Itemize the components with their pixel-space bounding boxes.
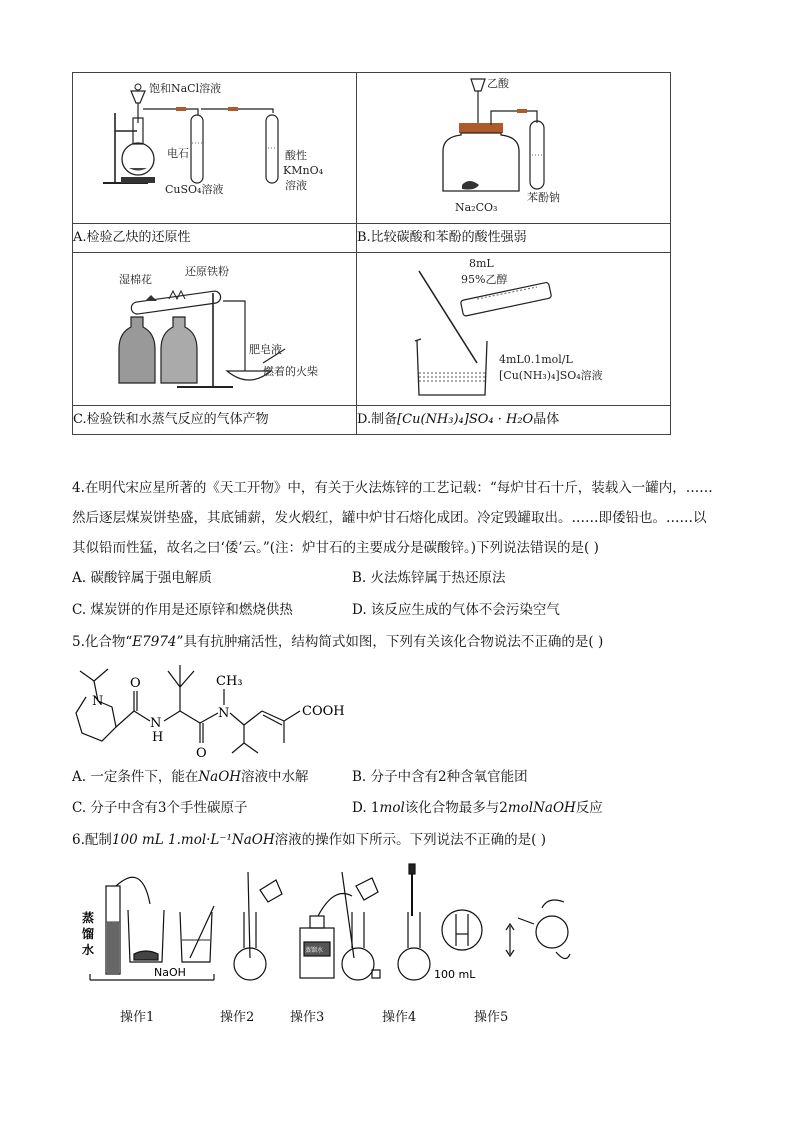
struct-o1: O [130, 676, 141, 691]
iron-steam-apparatus-figure [73, 253, 356, 405]
cell-d-figure [357, 253, 671, 406]
q5-stem-suffix: ”具有抗肿痛活性，结构简式如图，下列有关该化合物说法不正确的是( ) [176, 634, 604, 650]
label-acidic: 酸性 [285, 149, 307, 162]
label-soap-solution: 肥皂液 [249, 343, 282, 356]
q5-option-d [352, 798, 603, 818]
q5-opt-a-prefix: A. 一定条件下，能在 [72, 769, 199, 785]
cell-b-figure [357, 73, 671, 224]
q5-option-b: B. 分子中含有2种含氧官能团 [352, 769, 528, 785]
acetylene-apparatus-figure [73, 73, 356, 223]
cell-a-figure [73, 73, 357, 224]
cell-c-caption: C.检验铁和水蒸气反应的气体产物 [73, 406, 357, 435]
q4-option-a: A. 碳酸锌属于强电解质 [72, 570, 212, 586]
op-label-5: 操作5 [474, 1010, 509, 1025]
fig-label-shui: 水 [82, 943, 95, 957]
q4-option-b: B. 火法炼锌属于热还原法 [352, 570, 506, 586]
fig-label-bottle: 蒸馏水 [305, 947, 324, 954]
op-label-4: 操作4 [382, 1010, 417, 1025]
q4-line2: 然后逐层煤炭饼垫盛，其底铺薪，发火煅红，罐中炉甘石熔化成团。冷定毁罐取出。……即倭铅也。……以 [72, 510, 707, 526]
q5-option-a [72, 767, 309, 787]
label-acetic-acid: 乙酸 [487, 77, 509, 90]
fig-label-naoh: NaOH [154, 966, 186, 979]
label-solution: 溶液 [285, 179, 307, 192]
label-na2co3: Na₂CO₃ [455, 201, 498, 214]
apparatus-table [72, 72, 671, 435]
struct-o2: O [196, 746, 207, 760]
struct-n3: N [218, 706, 230, 721]
q5-opt-d-unit1: mol [379, 800, 405, 816]
q5-opt-d-unit2: molNaOH [507, 800, 576, 816]
label-kmno4: KMnO₄ [283, 164, 323, 177]
struct-h: H [152, 730, 164, 745]
fig-label-zheng: 蒸 [82, 911, 95, 925]
cell-a-caption: A.检验乙炔的还原性 [73, 224, 357, 253]
q4-line1: 4.在明代宋应星所著的《天工开物》中，有关于火法炼锌的工艺记载：“每炉甘石十斤，装载入一罐内，…… [72, 480, 713, 496]
label-complex-solution: [Cu(NH₃)₄]SO₄溶液 [499, 369, 603, 382]
q4-line3: 其似铅而性猛，故名之曰‘倭’云。”(注：炉甘石的主要成分是碳酸锌。)下列说法错误的是( ) [72, 540, 599, 556]
q4-option-d: D. 该反应生成的气体不会污染空气 [352, 602, 560, 618]
label-cuso4: CuSO₄溶液 [165, 183, 224, 196]
cell-b-caption: B.比较碳酸和苯酚的酸性强弱 [357, 224, 671, 253]
carbonic-phenol-apparatus-figure [357, 73, 670, 223]
q5-stem [72, 632, 603, 652]
caption-d-formula: [Cu(NH₃)₄]SO₄ · H₂O [397, 412, 534, 427]
label-iron-powder: 还原铁粉 [185, 265, 229, 278]
cell-c-figure [73, 253, 357, 406]
struct-ch3: CH₃ [216, 674, 243, 689]
struct-n2: N [150, 716, 162, 731]
q5-stem-prefix: 5.化合物“ [72, 634, 133, 650]
q5-opt-d-suffix: 反应 [575, 800, 603, 816]
label-8ml: 8mL [469, 257, 494, 270]
label-nacl: 饱和NaCl溶液 [149, 82, 222, 95]
q6-stem-suffix: 溶液的操作如下所示。下列说法不正确的是( ) [274, 832, 546, 848]
q5-compound-name: E7974 [132, 634, 177, 650]
q5-opt-a-suffix: 溶液中水解 [241, 769, 309, 785]
solution-prep-operations-figure [72, 862, 592, 1002]
caption-d-prefix: D.制备 [357, 412, 398, 427]
label-sodium-phenoxide: 苯酚钠 [527, 191, 560, 204]
caption-d-suffix: 晶体 [533, 412, 560, 427]
label-burning-match: 燃着的火柴 [263, 365, 318, 378]
q5-opt-d-mid: 该化合物最多与2 [404, 800, 508, 816]
struct-n1: N [92, 694, 104, 709]
fig-label-100ml: 100 mL [434, 968, 476, 981]
op-label-1: 操作1 [120, 1010, 155, 1025]
q5-opt-d-prefix: D. 1 [352, 800, 380, 816]
label-concentration: 4mL0.1mol/L [499, 353, 573, 366]
q5-option-c: C. 分子中含有3个手性碳原子 [72, 800, 248, 816]
struct-cooh: COOH [302, 704, 345, 719]
q6-stem [72, 830, 546, 850]
q4-option-c: C. 煤炭饼的作用是还原锌和燃烧供热 [72, 602, 293, 618]
op-label-3: 操作3 [290, 1010, 325, 1025]
crystal-prep-apparatus-figure [357, 253, 670, 405]
op-label-2: 操作2 [220, 1010, 255, 1025]
e7974-structure [72, 655, 362, 760]
label-carbide: 电石 [167, 147, 189, 160]
q5-opt-a-formula: NaOH [198, 769, 242, 785]
q6-stem-prefix: 6.配制 [72, 832, 112, 848]
label-ethanol: 95%乙醇 [461, 273, 508, 286]
label-wet-cotton: 湿棉花 [119, 273, 152, 286]
q6-stem-formula: 100 mL 1.mol·L⁻¹NaOH [111, 832, 275, 848]
cell-d-caption [357, 406, 671, 435]
fig-label-liu: 馏 [82, 927, 95, 941]
